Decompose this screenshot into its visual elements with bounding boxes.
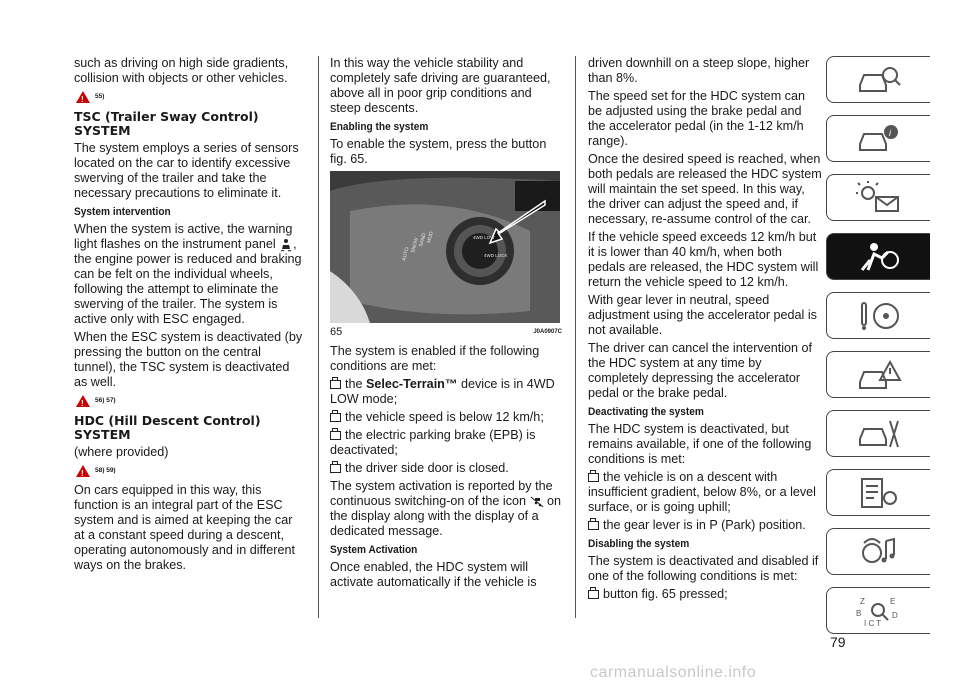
car-info-icon: [856, 122, 902, 156]
svg-text:B: B: [855, 608, 861, 618]
paragraph: (where provided): [74, 445, 169, 459]
fig-label: SAND: [418, 232, 428, 248]
paragraph: If the vehicle speed exceeds 12 km/h but it is lower than 40 km/h, when both pedals are released, the HDC system will return the vehicle speed to 12 km/h.: [588, 230, 819, 289]
tab-car-search[interactable]: [826, 56, 930, 103]
fig-label: MUD: [426, 230, 435, 244]
fig-label: SNOW: [410, 236, 420, 254]
car-warning-icon: [856, 358, 902, 392]
airbag-person-icon: [856, 240, 902, 274]
paragraph: The system activation is reported by the continuous switching-on of the icon on the display along with the display of a dedicated message.: [330, 479, 562, 538]
subheading: Deactivating the system: [588, 406, 704, 418]
bullet-item: the driver side door is closed.: [330, 461, 562, 476]
column-divider: [318, 56, 319, 618]
tab-lights-messages[interactable]: [826, 174, 930, 221]
paragraph: The speed set for the HDC system can be adjusted using the brake pedal and the accelerator pedal (in the 1-12 km/h range).: [588, 89, 805, 148]
paragraph: The system is deactivated and disabled if one of the following conditions is met:: [588, 554, 819, 583]
document-gear-icon: [856, 476, 902, 510]
paragraph: such as driving on high side gradients, collision with objects or other vehicles.: [74, 56, 289, 85]
chapter-tabs: [826, 56, 930, 646]
svg-text:E: E: [889, 596, 895, 606]
lights-envelope-icon: [856, 181, 902, 215]
warning-ref: ! 55): [76, 89, 306, 104]
page-number: 79: [830, 634, 846, 650]
bullet-icon: [588, 473, 599, 482]
bullet-icon: [330, 413, 341, 422]
bullet-item: the Selec-Terrain™ device is in 4WD LOW mode;: [330, 377, 555, 406]
car-tools-icon: [856, 417, 902, 451]
tab-car-info[interactable]: [826, 115, 930, 162]
alphabet-search-icon: [856, 594, 902, 628]
svg-text:i: i: [888, 127, 891, 138]
warning-icon: [76, 395, 90, 407]
warning-icon: [76, 465, 90, 477]
subheading: System intervention: [74, 206, 171, 218]
bullet-item: button fig. 65 pressed;: [588, 587, 822, 602]
hill-descent-icon: [530, 495, 544, 509]
figure-caption: 65 J0A0907C: [330, 326, 562, 338]
column-left: [74, 56, 306, 576]
watermark: carmanualsonline.info: [590, 664, 757, 681]
svg-text:I C T: I C T: [863, 618, 881, 628]
tab-index[interactable]: [826, 587, 930, 634]
bullet-icon: [330, 464, 341, 473]
tab-starting-driving[interactable]: [826, 292, 930, 339]
warning-ref: ! 58) 59): [76, 463, 306, 478]
paragraph: The system is enabled if the following conditions are met:: [330, 344, 540, 373]
tab-safety[interactable]: [826, 233, 930, 280]
selec-terrain-knob-illustration: [330, 171, 560, 323]
warning-ref: ! 56) 57): [76, 393, 306, 408]
section-heading-tsc: TSC (Trailer Sway Control) SYSTEM: [74, 109, 259, 138]
subheading: Enabling the system: [330, 121, 429, 133]
tab-emergency[interactable]: [826, 351, 930, 398]
paragraph: driven downhill on a steep slope, higher than 8%.: [588, 56, 810, 85]
steering-key-icon: [856, 299, 902, 333]
subheading: System Activation: [330, 544, 418, 556]
section-heading-hdc: HDC (Hill Descent Control) SYSTEM: [74, 413, 261, 442]
svg-text:D: D: [891, 610, 898, 620]
bullet-item: the gear lever is in P (Park) position.: [588, 518, 822, 533]
tab-multimedia[interactable]: [826, 528, 930, 575]
bullet-icon: [330, 431, 341, 440]
bullet-icon: [588, 521, 599, 530]
column-middle: [330, 56, 562, 593]
paragraph: When the ESC system is deactivated (by pressing the button on the central tunnel), the TSC system is deactivated as well.: [74, 330, 303, 389]
paragraph: In this way the vehicle stability and completely safe driving are guaranteed, above all in poor grip conditions and steep descents.: [330, 56, 551, 115]
warning-icon: [76, 91, 90, 103]
tab-servicing[interactable]: [826, 410, 930, 457]
svg-text:Z: Z: [859, 596, 865, 606]
paragraph: The driver can cancel the intervention of the HDC system at any time by completely depressing the accelerator pedal or the brake pedal.: [588, 341, 813, 400]
bullet-item: the vehicle is on a descent with insufficient gradient, below 8%, or a level surface, or is going uphill;: [588, 470, 816, 514]
bullet-item: the electric parking brake (EPB) is deactivated;: [330, 428, 536, 457]
fig-label: AUTO: [401, 246, 411, 262]
paragraph: The HDC system is deactivated, but remains available, if one of the following conditions is met:: [588, 422, 812, 466]
paragraph: On cars equipped in this way, this function is an integral part of the ESC system and is aimed at keeping the car at a constant speed during a descent, operating autonomously and in different ways on the brakes.: [74, 483, 296, 572]
paragraph: When the system is active, the warning light flashes on the instrument panel , the engine power is reduced and braking can be felt on the individual wheels, following the attempt to eliminate the swerving of the trailer. The system is active only with ESC engaged.: [74, 222, 302, 326]
car-search-icon: [856, 63, 902, 97]
bullet-icon: [588, 590, 599, 599]
tab-technical-data[interactable]: [826, 469, 930, 516]
paragraph: Once enabled, the HDC system will activate automatically if the vehicle is: [330, 560, 537, 589]
paragraph: Once the desired speed is reached, when both pedals are released the HDC system will maintain the set speed. In this way, the driver can adjust the speed and, if necessary, re-assume control of the car.: [588, 152, 822, 226]
figure-65-photo: [330, 171, 560, 323]
fig-label: 4WD LOW: [473, 235, 495, 240]
bullet-item: the vehicle speed is below 12 km/h;: [330, 410, 562, 425]
column-divider: [575, 56, 576, 618]
paragraph: The system employs a series of sensors located on the car to identify excessive swerving of the trailer and take the necessary precautions to eliminate it.: [74, 141, 299, 200]
fig-label: 4WD LOCK: [484, 253, 508, 258]
paragraph: To enable the system, press the button fig. 65.: [330, 137, 547, 166]
trailer-sway-icon: [279, 238, 293, 252]
subheading: Disabling the system: [588, 538, 690, 550]
paragraph: With gear lever in neutral, speed adjustment using the accelerator pedal is not available.: [588, 293, 817, 337]
bullet-icon: [330, 380, 341, 389]
media-phone-icon: [856, 535, 902, 569]
column-right: [588, 56, 822, 605]
